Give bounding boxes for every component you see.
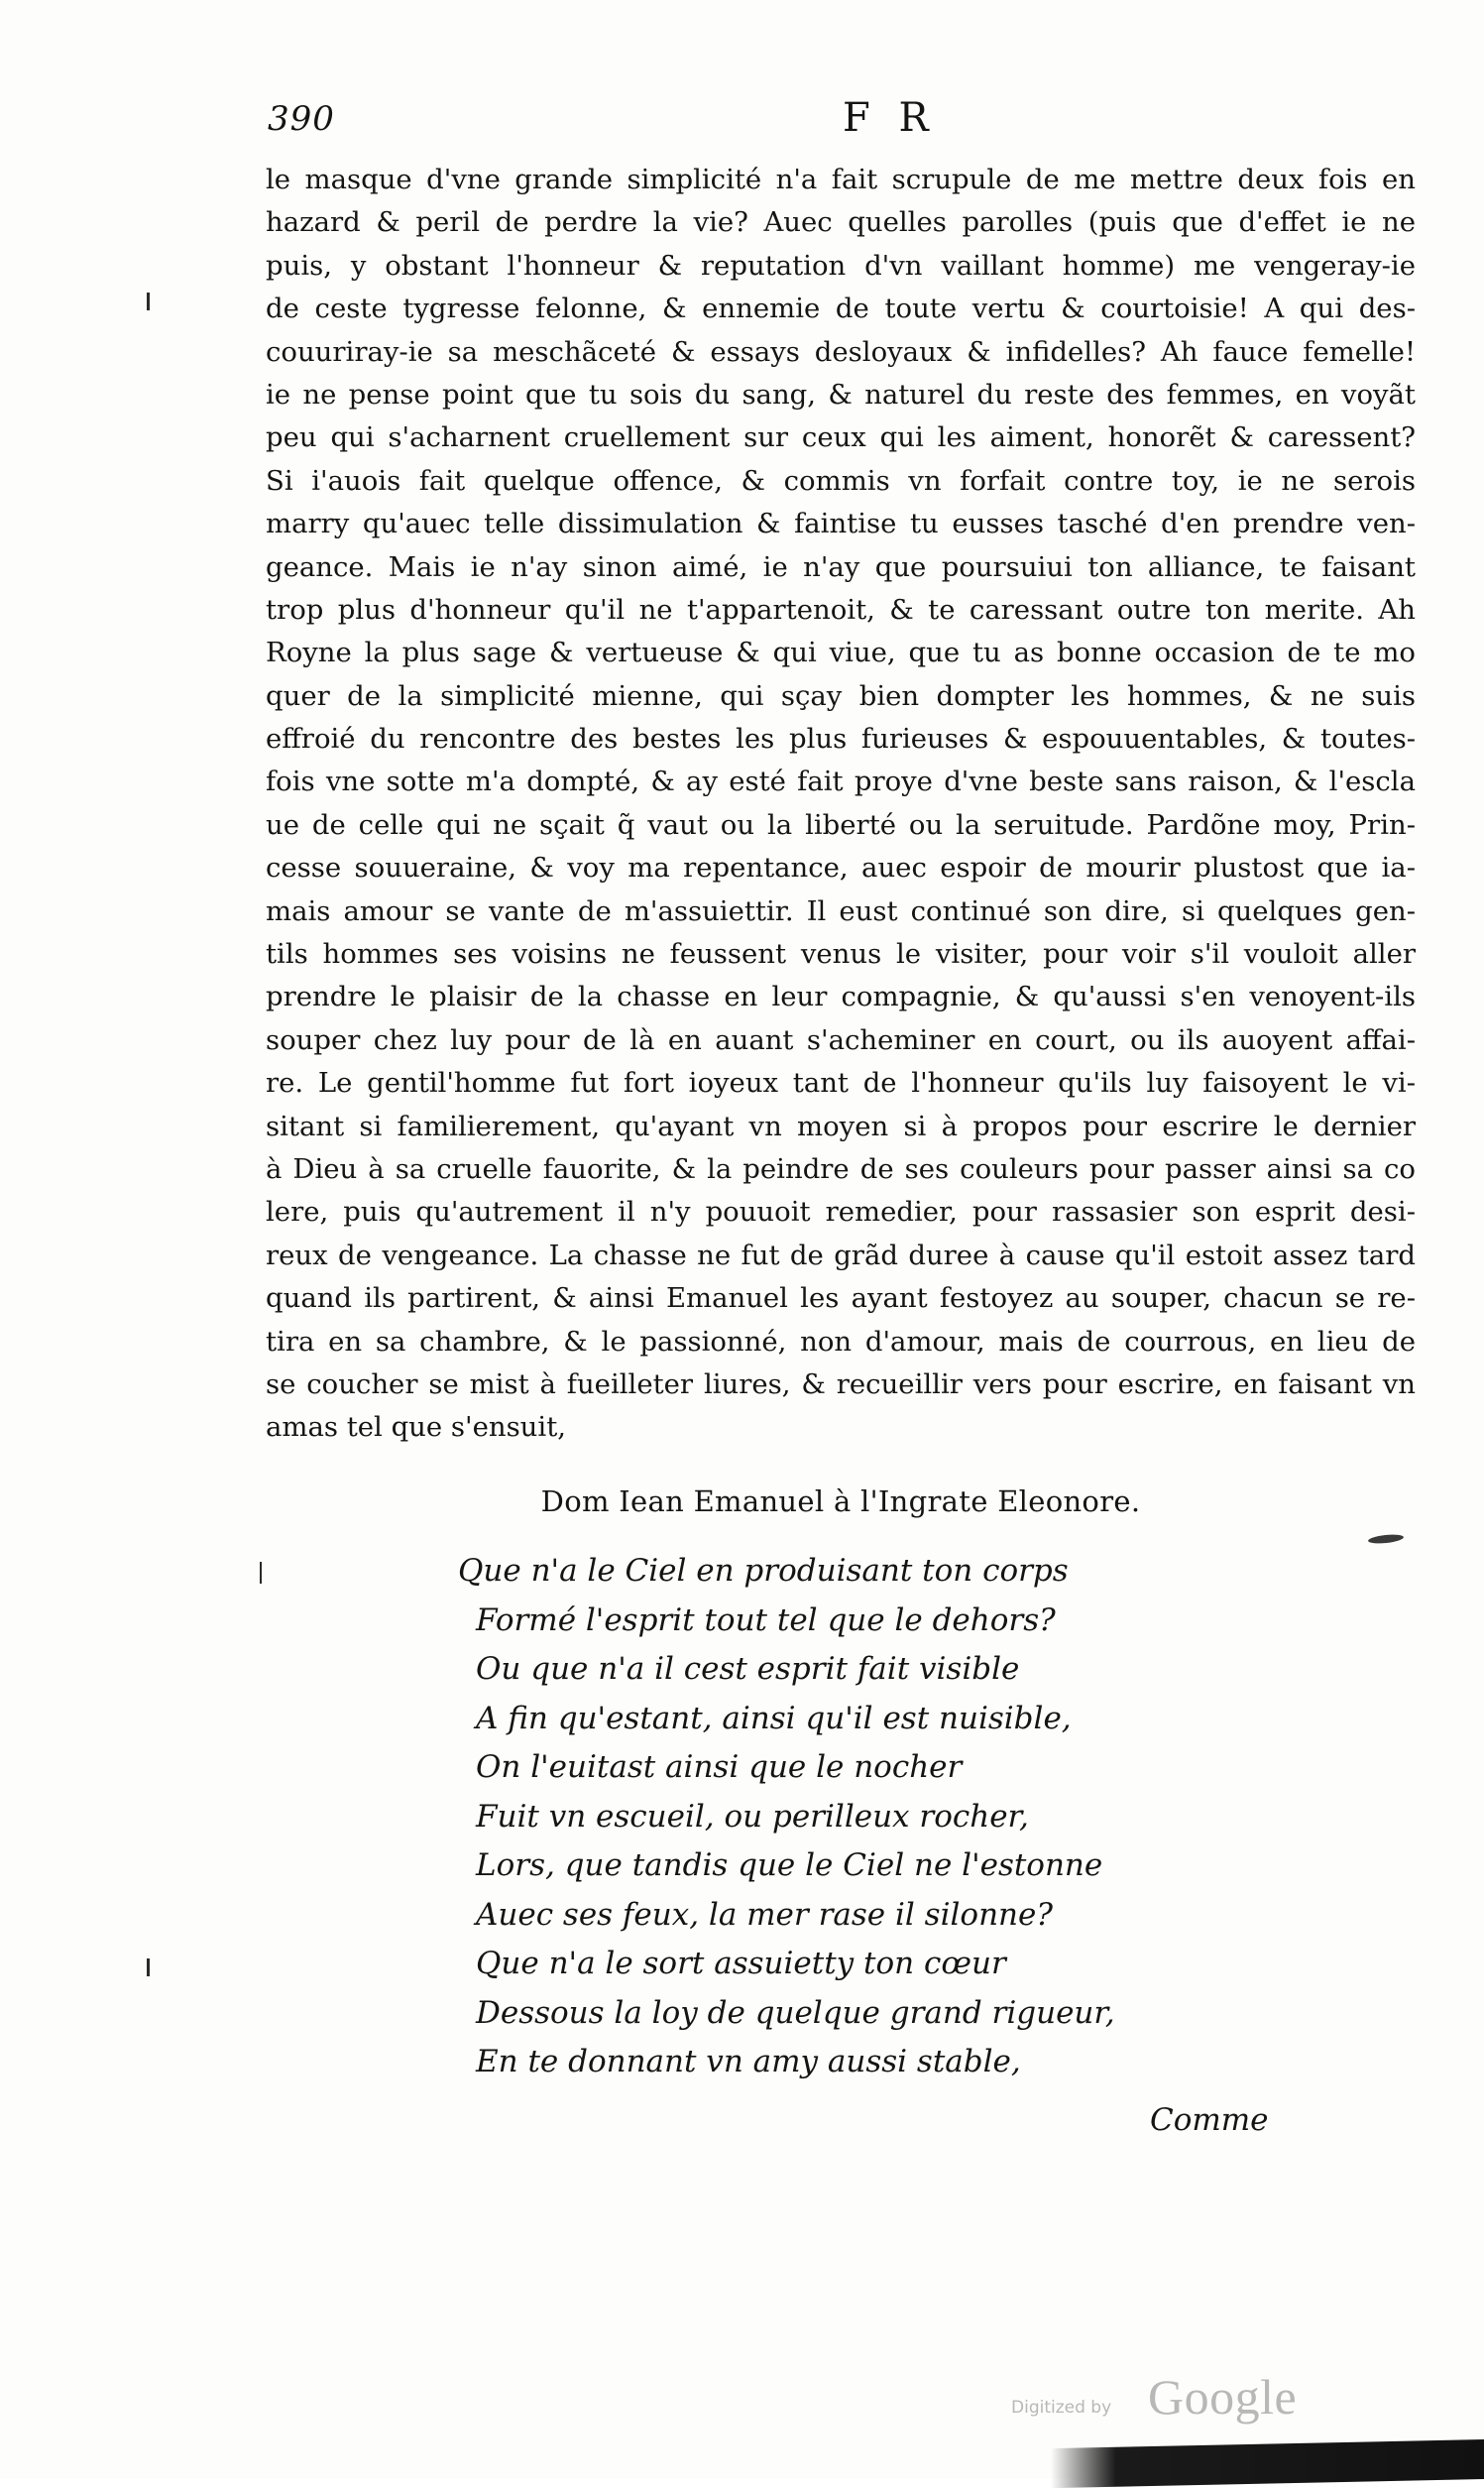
- prose-line: Royne la plus sage & vertueuse & qui viue, que tu as bonne occasion de te mo: [266, 637, 1416, 669]
- prose-line: reux de vengeance. La chasse ne fut de grãd duree à cause qu'il estoit assez tard: [266, 1239, 1416, 1271]
- prose-line: de ceste tygresse felonne, & ennemie de toute vertu & courtoisie! A qui des-: [266, 293, 1416, 325]
- prose-line: marry qu'auec telle dissimulation & faintise tu eusses tasché d'en prendre ven-: [266, 508, 1416, 540]
- margin-mark: [260, 1562, 262, 1584]
- scan-shadow: [1051, 2439, 1484, 2488]
- prose-line: effroié du rencontre des bestes les plus furieuses & espouuentables, & toutes-: [266, 723, 1416, 756]
- prose-line: tira en sa chambre, & le passionné, non d'amour, mais de courrous, en lieu de: [266, 1325, 1416, 1358]
- prose-line: cesse souueraine, & voy ma repentance, auec espoir de mourir plustost que ia-: [266, 852, 1416, 885]
- prose-line: lere, puis qu'autrement il n'y pouuoit remedier, pour rassasier son esprit desi-: [266, 1196, 1416, 1229]
- margin-mark: [147, 1958, 150, 1976]
- poem-verse: Que n'a le Ciel en produisant ton corps: [458, 1553, 1069, 1589]
- prose-line: à Dieu à sa cruelle fauorite, & la peindre de ses couleurs pour passer ainsi sa co: [266, 1152, 1416, 1185]
- poem-block: [458, 1547, 1368, 2087]
- prose-line: trop plus d'honneur qu'il ne t'appartenoit, & te caressant outre ton merite. Ah: [266, 593, 1416, 626]
- prose-line: peu qui s'acharnent cruellement sur ceux qui les aiment, honorẽt & caressent?: [266, 421, 1416, 454]
- catchword: Comme: [1150, 2102, 1269, 2138]
- prose-line: couuriray-ie sa meschãceté & essays desloyaux & infidelles? Ah fauce femelle!: [266, 335, 1416, 368]
- prose-line: hazard & peril de perdre la vie? Auec quelles parolles (puis que d'effet ie ne: [266, 206, 1416, 239]
- watermark-logo: Google: [1148, 2369, 1298, 2425]
- prose-line: le masque d'vne grande simplicité n'a fait scrupule de me mettre deux fois en: [266, 164, 1416, 195]
- poem-verse: Formé l'esprit tout tel que le dehors?: [476, 1601, 1056, 1638]
- running-head: [268, 95, 1408, 159]
- poem-verse: Que n'a le sort assuietty ton cœur: [476, 1946, 1006, 1981]
- poem-verse: Fuit vn escueil, ou perilleux rocher,: [476, 1798, 1029, 1835]
- poem-verse: Lors, que tandis que le Ciel ne l'estonne: [476, 1847, 1103, 1883]
- page-number: 390: [268, 99, 335, 139]
- digitization-watermark: [1011, 2369, 1338, 2431]
- prose-line: puis, y obstant l'honneur & reputation d'vn vaillant homme) me vengeray-ie: [266, 249, 1416, 282]
- poem-verse: On l'euitast ainsi que le nocher: [476, 1749, 963, 1785]
- prose-line: tils hommes ses voisins ne feussent venus le visiter, pour voir s'il vouloit aller: [266, 938, 1416, 971]
- prose-line: se coucher se mist à fueilleter liures, & recueillir vers pour escrire, en faisant vn: [266, 1367, 1416, 1400]
- prose-block: [266, 159, 1416, 1450]
- ink-blot: [1368, 1533, 1405, 1545]
- prose-line: mais amour se vante de m'assuiettir. Il eust continué son dire, si quelques gen-: [266, 894, 1416, 927]
- prose-line: quer de la simplicité mienne, qui sçay bien dompter les hommes, & ne suis: [266, 679, 1416, 712]
- prose-line: quand ils partirent, & ainsi Emanuel les ayant festoyez au souper, chacun se re-: [266, 1282, 1416, 1315]
- poem-verse: A fin qu'estant, ainsi qu'il est nuisible,: [476, 1700, 1072, 1736]
- prose-line: sitant si familierement, qu'ayant vn moyen si à propos pour escrire le dernier: [266, 1110, 1416, 1142]
- section-letters: F R: [843, 95, 937, 141]
- poem-verse: En te donnant vn amy aussi stable,: [476, 2044, 1021, 2079]
- poem-title: Dom Iean Emanuel à l'Ingrate Eleonore.: [540, 1484, 1141, 1518]
- poem-verse: Dessous la loy de quelque grand rigueur,: [476, 1994, 1115, 2031]
- prose-line: re. Le gentil'homme fut fort ioyeux tant de l'honneur qu'ils luy faisoyent le vi-: [266, 1067, 1416, 1100]
- prose-line: fois vne sotte m'a dompté, & ay esté fait proye d'vne beste sans raison, & l'escla: [266, 766, 1416, 798]
- prose-line: prendre le plaisir de la chasse en leur compagnie, & qu'aussi s'en venoyent-ils: [266, 981, 1416, 1013]
- poem-verse: Ou que n'a il cest esprit fait visible: [476, 1651, 1020, 1687]
- margin-mark: [147, 293, 150, 310]
- prose-line: Si i'auois fait quelque offence, & commis vn forfait contre toy, ie ne serois: [266, 464, 1416, 497]
- prose-line: geance. Mais ie n'ay sinon aimé, ie n'ay que poursuiui ton alliance, te faisant: [266, 550, 1416, 583]
- prose-line: ie ne pense point que tu sois du sang, & naturel du reste des femmes, en voyãt: [266, 378, 1416, 411]
- prose-line: ue de celle qui ne sçait q̃ vaut ou la liberté ou la seruitude. Pardõne moy, Prin-: [266, 808, 1416, 841]
- watermark-prefix: Digitized by: [1011, 2398, 1112, 2418]
- prose-line: souper chez luy pour de là en auant s'acheminer en court, ou ils auoyent affai-: [266, 1023, 1416, 1056]
- poem-verse: Auec ses feux, la mer rase il silonne?: [476, 1896, 1053, 1933]
- prose-line: amas tel que s'ensuit,: [266, 1411, 566, 1444]
